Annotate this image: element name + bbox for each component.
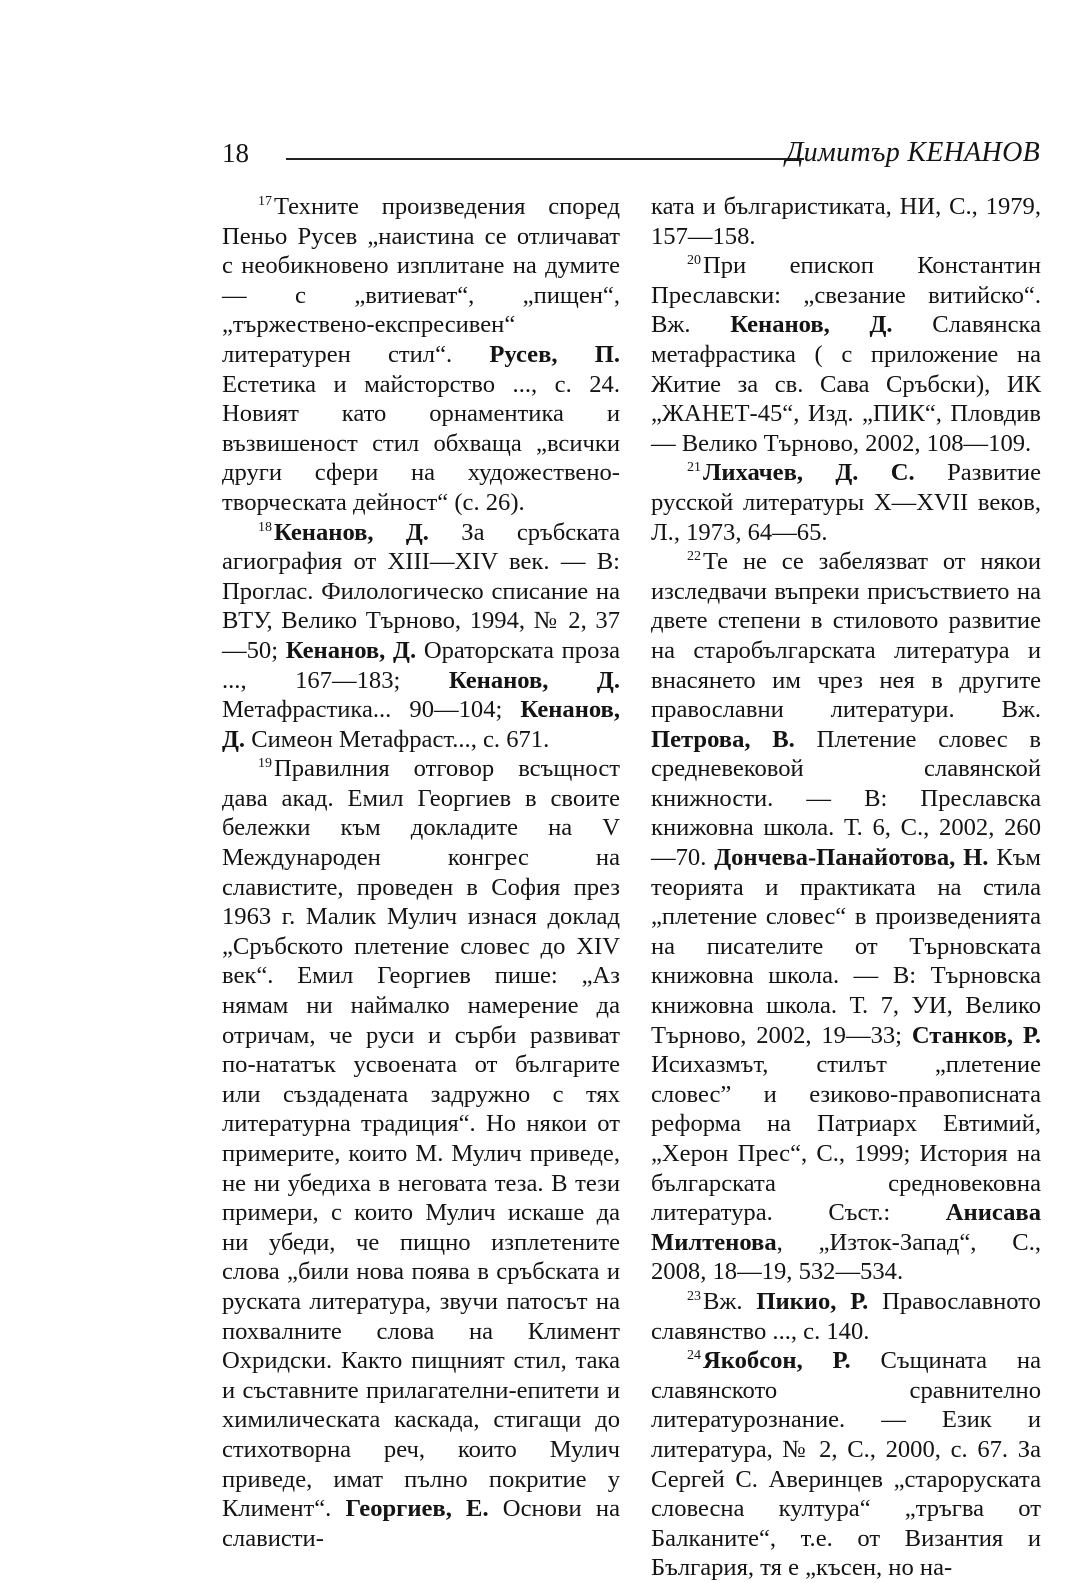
- author-name: Георгиев, Е.: [345, 1495, 489, 1523]
- footnote-text: , „Изток-Запад“, С., 2008, 18—19, 532—534.: [651, 1228, 1041, 1286]
- author-name: Анисава Милтенова: [651, 1199, 1041, 1256]
- footnote-number: 17: [258, 194, 272, 209]
- author-name: Кенанов, Д.: [285, 636, 417, 664]
- footnote-text: Метафрастика... 90—104;: [222, 696, 521, 724]
- footnote-text: Към теорията и практиката на стила „плетение словес“ в произведенията на писателите от Търновската книжовна школа. — В: Търновска книжовна школа. Т. 7, УИ, Велико Търново, 2002, 19—33;: [651, 844, 1041, 1049]
- footnote-20: [651, 251, 1041, 458]
- footnote-number: 24: [687, 1348, 701, 1364]
- footnote-text: Ораторската проза ..., 167—183;: [222, 636, 621, 694]
- footnote-number: 23: [687, 1288, 701, 1304]
- footnote-number: 19: [258, 756, 272, 772]
- footnote-text: За сръбската агиография от XIII—XIV век. — В: Проглас. Филологическо списание на ВТУ, Велико Търново, 1994, № 2, 37—50;: [222, 518, 620, 664]
- author-name: Кенанов, Д.: [274, 518, 429, 546]
- author-name: Якобсон, Р.: [703, 1347, 851, 1375]
- footnote-text: Симеон Метафраст..., с. 671.: [245, 725, 550, 753]
- author-name: Петрова, В.: [651, 725, 795, 753]
- author-name: Пикио, Р.: [756, 1287, 869, 1315]
- footnote-text: Естетика и майсторство ..., с. 24. Новият като орнаментика и възвишеност стил обхваща „всички други сфери на художествено-творческата дейност“ (с. 26).: [222, 370, 620, 516]
- right-column: [651, 192, 1041, 1583]
- footnote-text: Основи на слависти-: [222, 1495, 620, 1552]
- author-name: Кенанов, Д.: [222, 696, 620, 753]
- footnote-text: Правилния отговор всъщност дава акад. Емил Георгиев в своите бележки към докладите на V Международен конгрес на славистите, проведен в София през 1963 г. Малик Мулич изнася доклад „Сръбското плетение словес до XIV век“. Емил Георгиев пише: „Аз нямам ни наймалко намерение да отричам, че руси и сърби развиват по-нататък усвоената от българите или създадената задружно с тях литературна традиция“. Но някои от примерите, които М. Мулич приведе, не ни убедиха в неговата теза. В тези примери, с които Мулич искаше да ни убеди, че пищно изплетените слова „били нова поява в сръбската и руската литература, звучи патосът на похвалните слова на Климент Охридски. Както пищният стил, така и съставните прилагателни-епитети и химилическата каскада, стигащи до стихотворна реч, които Мулич приведе, имат пълно покритие у Климент“.: [222, 755, 620, 1523]
- author-name: Русев, П.: [489, 340, 620, 368]
- footnote-19: [222, 754, 620, 1553]
- footnote-text: Плетение словес в средневековой славянской книжности. — В: Преславска книжовна школа. Т. 6, С., 2002, 260—70.: [651, 725, 1042, 872]
- footnote-text: Развитие русской литературы X—XVII веков, Л., 1973, 64—65.: [651, 459, 1041, 546]
- footnote-23: [651, 1287, 1041, 1346]
- author-name: Лихачев, Д. С.: [703, 459, 915, 487]
- footnote-text: Славянска метафрастика ( с приложение на Житие за св. Сава Сръбски), ИК „ЖАНЕТ-45“, Изд. „ПИК“, Пловдив — Велико Търново, 2002, 108—109.: [651, 311, 1041, 457]
- author-name: Станков, Р.: [911, 1021, 1041, 1049]
- page-number: 18: [222, 138, 249, 168]
- footnote-24: [651, 1346, 1041, 1583]
- left-column: [222, 192, 620, 1553]
- footnote-text: Същината на славянското сравнително литературознание. — Език и литература, № 2, С., 2000, с. 67. За Сергей С. Аверинцев „староруската словесна култура“ „тръгва от Балканите“, т.е. от Византия и България, тя е „късен, но на-: [651, 1347, 1041, 1582]
- author-name: Кенанов, Д.: [730, 311, 893, 339]
- footnote-number: 18: [258, 519, 272, 535]
- footnote-text: Исихазмът, стилът „плетение словес” и езиково-правописната реформа на Патриарх Евтимий, „Херон Прес“, С., 1999; История на българската средновековна литература. Съст.:: [651, 1051, 1041, 1227]
- footnote-21: [651, 458, 1041, 547]
- running-head: Димитър КЕНАНОВ: [785, 137, 1040, 168]
- footnote-number: 20: [687, 253, 701, 269]
- footnote-text: Техните произведения според Пеньо Русев „наистина се отличават с необикновено изплитане на думите — с „витиеват“, „пищен“, „тържествено-експресивен“ литературен стил“.: [222, 193, 620, 368]
- footnote-22: [651, 547, 1041, 1287]
- page-header: [222, 128, 1040, 176]
- footnote-number: 22: [687, 549, 701, 565]
- footnote-text: Вж.: [703, 1287, 757, 1315]
- header-rule: [286, 158, 804, 160]
- footnote-text: Православното славянство ..., с. 140.: [651, 1287, 1041, 1345]
- footnote-text: При епископ Константин Преславски: „свезание витийско“. Вж.: [651, 252, 1041, 339]
- footnote-text: Те не се забелязват от някои изследвачи въпреки присъствието на двете степени в стиловото развитие на старобългарската литература и внасянето им чрез нея в другите православни литератури. Вж.: [651, 548, 1041, 724]
- author-name: Кенанов, Д.: [448, 666, 620, 694]
- footnote-18: [222, 518, 620, 755]
- author-name: Дончева-Панайотова, Н.: [714, 844, 989, 872]
- footnote-19-continuation: ката и българистиката, НИ, С., 1979, 157—158.: [651, 193, 1041, 250]
- footnote-number: 21: [687, 460, 701, 476]
- footnote-17: [222, 192, 620, 518]
